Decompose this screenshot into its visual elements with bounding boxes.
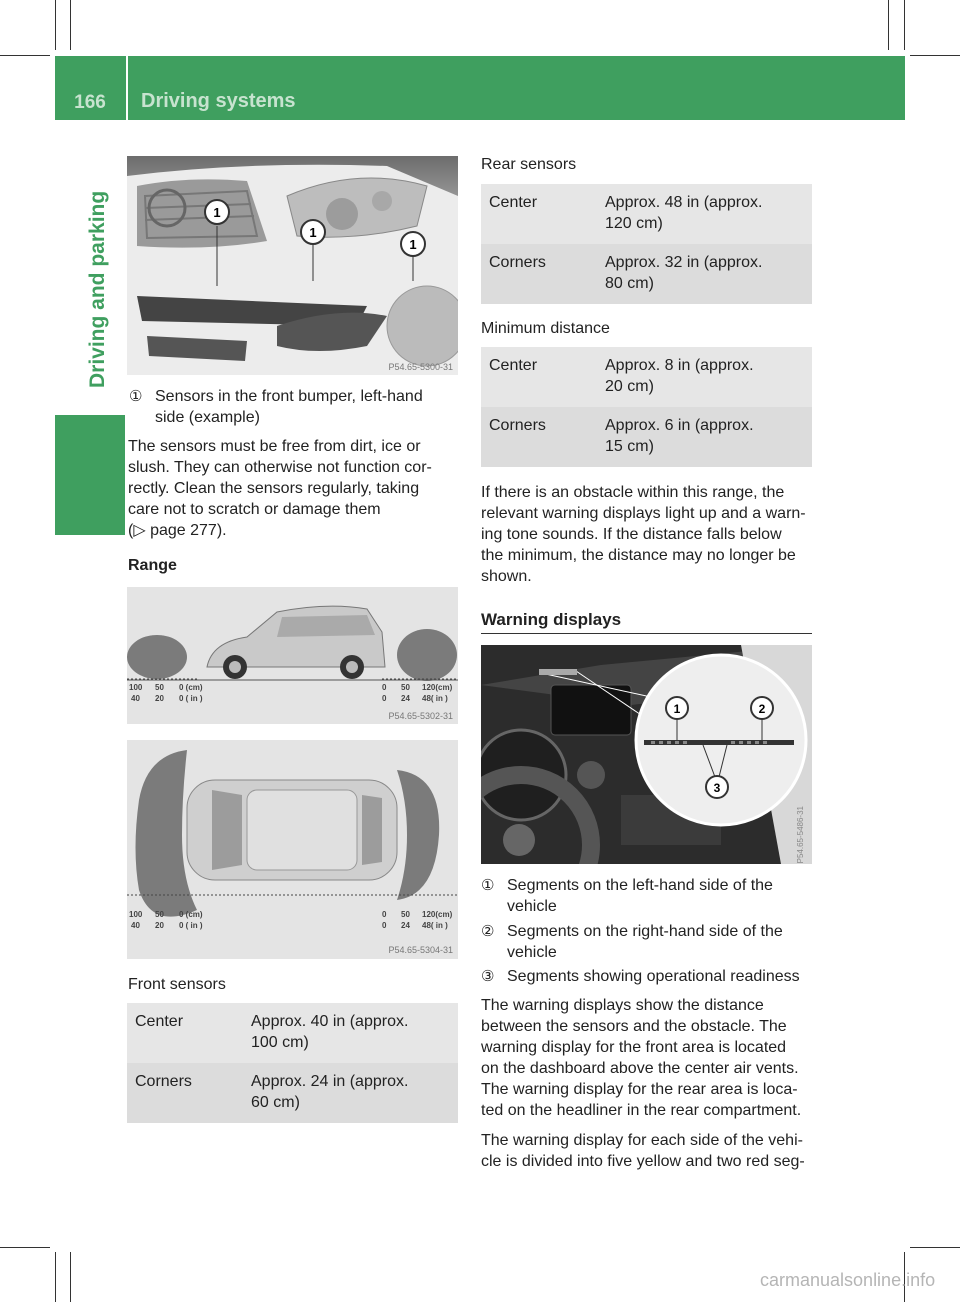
scale-label: 120(cm) [422,683,453,692]
crop-mark [0,55,50,56]
scale-label: 0 ( in ) [179,921,203,930]
scale-label: 0 ( in ) [179,694,203,703]
value-line2: 80 cm) [605,275,654,292]
minimum-distance-table [481,347,812,467]
table-cell-key: Corners [481,407,597,467]
table-cell-key: Center [481,347,597,407]
range-heading: Range [128,557,177,574]
minimum-distance-label: Minimum distance [481,320,610,337]
warning-display-figure [481,645,812,864]
crop-mark [70,0,71,50]
header-divider [126,56,128,120]
range-top-illustration [127,740,458,959]
front-sensors-label: Front sensors [128,976,226,993]
figure-code: P54.65-5486-31 [796,806,805,864]
range-top-figure [127,740,458,959]
range-side-illustration [127,587,458,724]
callout-3: 3 [713,781,721,795]
text-line: on the dashboard above the center air vents. [481,1060,799,1077]
scale-label: 0 [382,694,387,703]
legend-text-line1: Segments showing operational readiness [507,968,800,985]
paragraph [481,995,821,1121]
legend-text-line2: vehicle [507,944,557,961]
callout-2: 2 [758,702,766,716]
table-cell-key: Center [127,1003,243,1063]
heading-rule [481,633,812,634]
figure-code: P54.65-5302-31 [388,711,453,721]
front-bumper-figure [127,156,458,375]
scale-label: 100 [129,910,143,919]
table-cell-value [597,407,812,467]
scale-label: 50 [401,683,410,692]
text-line: cle is divided into five yellow and two red seg- [481,1153,805,1170]
text-line: If there is an obstacle within this range, the [481,484,785,501]
value-line2: 120 cm) [605,215,663,232]
scale-label: 40 [131,694,140,703]
scale-label: 48( in ) [422,694,448,703]
value-line2: 20 cm) [605,378,654,395]
scale-label: 24 [401,921,410,930]
table-cell-value [597,244,812,304]
value-line1: Approx. 8 in (approx. [605,357,754,374]
text-line: rectly. Clean the sensors regularly, taking [128,480,420,497]
table-row [481,347,812,407]
legend-text-line1: Segments on the left-hand side of the [507,877,773,894]
side-tab-label: Driving and parking [86,190,109,388]
legend-text-line1: Sensors in the front bumper, left-hand [155,388,423,405]
scale-label: 20 [155,921,164,930]
page-number: 166 [74,92,106,113]
scale-label: 50 [401,910,410,919]
range-side-figure [127,587,458,724]
scale-label: 50 [155,910,164,919]
crop-mark [70,1252,71,1302]
paragraph [481,482,816,587]
value-line1: Approx. 32 in (approx. [605,254,763,271]
scale-label: 0 [382,921,387,930]
front-bumper-illustration [127,156,458,375]
legend-marker: ① [481,877,495,894]
side-tab-block [55,415,125,535]
front-sensors-table [127,1003,458,1123]
text-line: ing tone sounds. If the distance falls below [481,526,782,543]
value-line1: Approx. 40 in (approx. [251,1013,409,1030]
warning-display-illustration [481,645,812,864]
crop-mark [910,55,960,56]
text-line: slush. They can otherwise not function cor- [128,459,432,476]
text-line: care not to scratch or damage them [128,501,381,518]
text-line: The warning display for the rear area is loca- [481,1081,798,1098]
page-header [55,56,905,120]
text-line: warning display for the front area is located [481,1039,787,1056]
section-title: Driving systems [141,90,296,112]
rear-sensors-table [481,184,812,304]
table-row [127,1003,458,1063]
paragraph [481,1130,821,1172]
text-line: relevant warning displays light up and a warn- [481,505,806,522]
value-line2: 60 cm) [251,1094,300,1111]
text-line: The warning displays show the distance [481,997,764,1014]
text-line: ted on the headliner in the rear compartment. [481,1102,802,1119]
text-line: between the sensors and the obstacle. The [481,1018,787,1035]
callout-1: 1 [213,205,221,220]
scale-label: 50 [155,683,164,692]
crop-mark [55,0,56,50]
legend-marker: ① [129,388,143,405]
paragraph [128,436,463,541]
figure-code: P54.65-5304-31 [388,945,453,955]
warning-displays-heading: Warning displays [481,610,622,629]
crop-mark [0,1247,50,1248]
table-row [481,244,812,304]
scale-label: 24 [401,694,410,703]
text-line: The sensors must be free from dirt, ice or [128,438,421,455]
text-line: the minimum, the distance may no longer be [481,547,796,564]
scale-label: 40 [131,921,140,930]
value-line1: Approx. 24 in (approx. [251,1073,409,1090]
scale-label: 0 (cm) [179,910,203,919]
value-line1: Approx. 6 in (approx. [605,417,754,434]
value-line2: 100 cm) [251,1034,309,1051]
callout-1: 1 [309,225,317,240]
scale-label: 0 [382,683,387,692]
scale-label: 20 [155,694,164,703]
crop-mark [904,0,905,50]
scale-label: 48( in ) [422,921,448,930]
callout-1: 1 [673,702,681,716]
text-line: The warning display for each side of the vehi- [481,1132,803,1149]
table-cell-key: Corners [481,244,597,304]
legend-text-line1: Segments on the right-hand side of the [507,923,783,940]
table-cell-value [243,1003,458,1063]
text-line: shown. [481,568,532,585]
legend-marker: ③ [481,968,495,985]
figure-code: P54.65-5300-31 [388,362,453,372]
crop-mark [55,1252,56,1302]
callout-1: 1 [409,237,417,252]
legend-text-line2: side (example) [155,409,260,426]
scale-label: 100 [129,683,143,692]
table-cell-key: Center [481,184,597,244]
scale-label: 0 (cm) [179,683,203,692]
table-cell-value [597,184,812,244]
table-cell-key: Corners [127,1063,243,1123]
rear-sensors-label: Rear sensors [481,156,577,173]
legend-text-line2: vehicle [507,898,557,915]
table-row [127,1063,458,1123]
value-line2: 15 cm) [605,438,654,455]
table-row [481,407,812,467]
text-line: (▷ page 277). [128,522,227,539]
scale-label: 0 [382,910,387,919]
crop-mark [888,0,889,50]
value-line1: Approx. 48 in (approx. [605,194,763,211]
crop-mark [910,1247,960,1248]
table-cell-value [243,1063,458,1123]
table-row [481,184,812,244]
legend-marker: ② [481,923,495,940]
watermark: carmanualsonline.info [760,1270,936,1290]
scale-label: 120(cm) [422,910,453,919]
table-cell-value [597,347,812,407]
